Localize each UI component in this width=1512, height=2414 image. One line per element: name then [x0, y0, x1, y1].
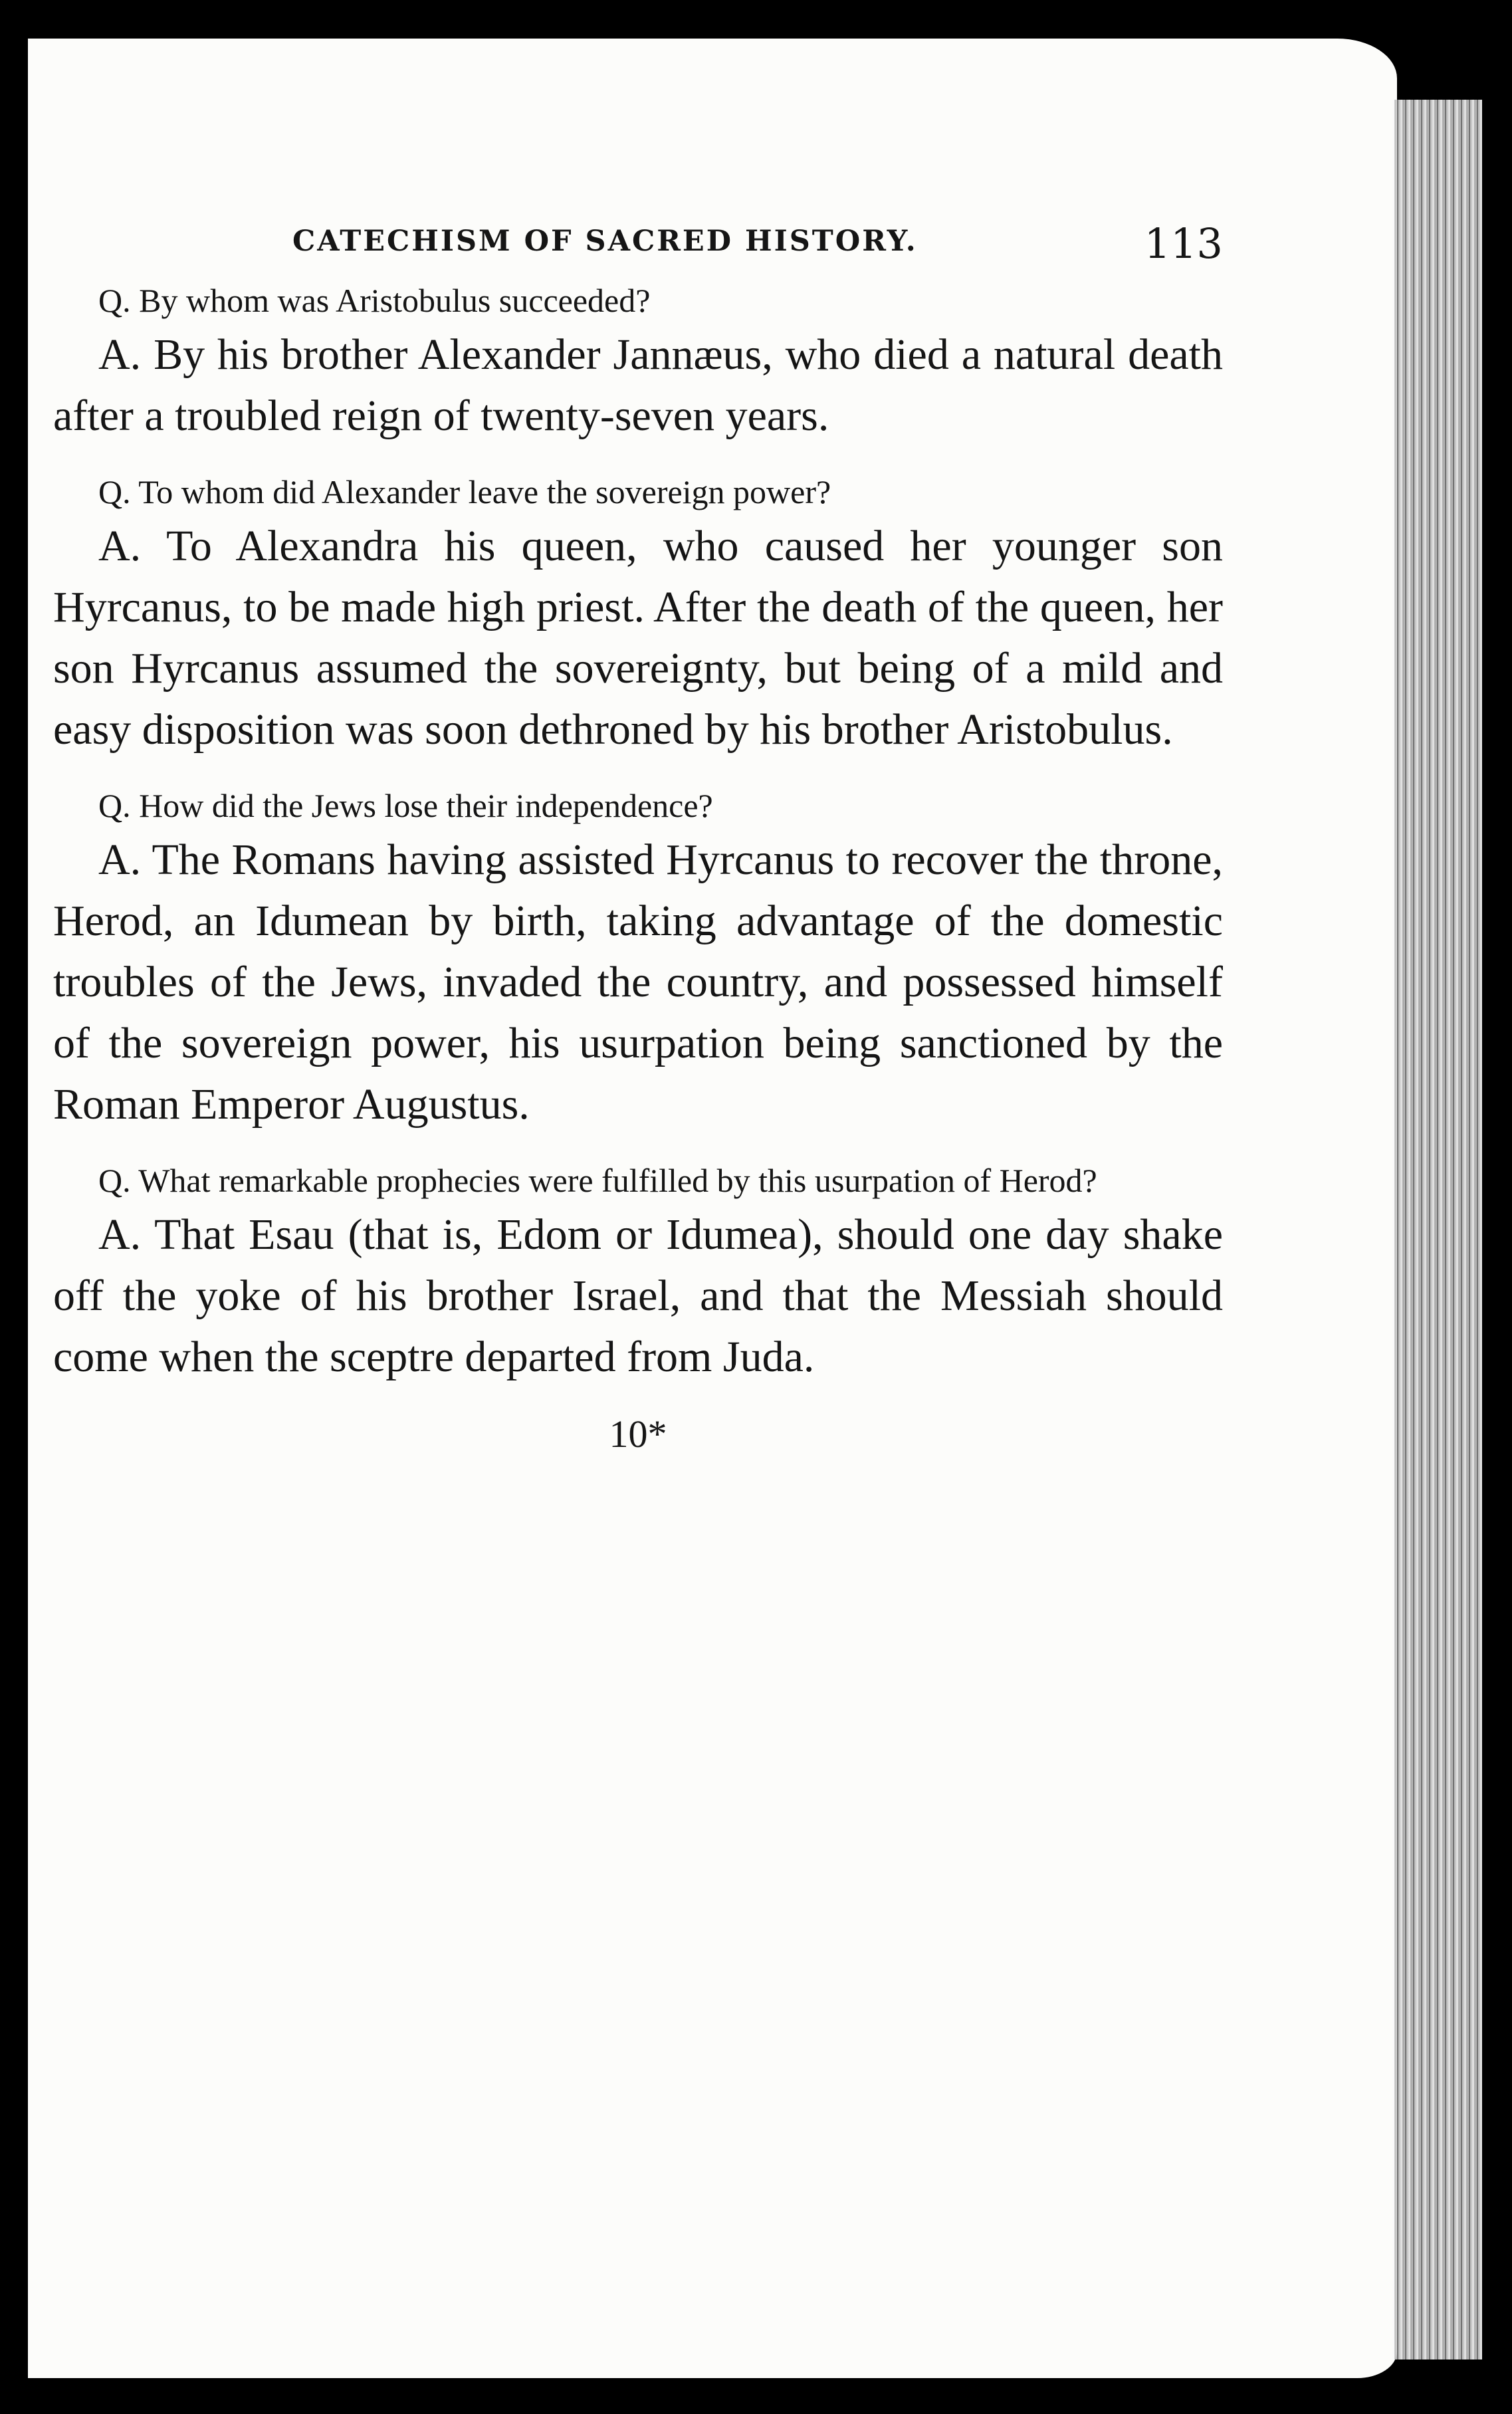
signature-mark: 10*: [609, 1412, 667, 1456]
running-title: CATECHISM OF SACRED HISTORY.: [292, 225, 918, 258]
page-edges: [1392, 100, 1482, 2359]
page-text: [53, 219, 1223, 1456]
qa-block: [53, 471, 1223, 760]
qa-block: [53, 1159, 1223, 1388]
question-text: Q. By whom was Aristobulus succeeded?: [98, 282, 651, 319]
question-text: Q. What remarkable prophecies were fulfilled by this usurpation of Herod?: [98, 1162, 1097, 1199]
page-header: [53, 219, 1223, 279]
qa-block: [53, 279, 1223, 447]
question-text: Q. To whom did Alexander leave the sovereign power?: [98, 473, 831, 510]
answer-text: A. The Romans having assisted Hyrcanus to recover the throne, Herod, an Idumean by birth, taking advantage of the domestic troubles of the Jews, invaded the country, and possessed himself of the sovereign power, his usurpation being sanctioned by the Roman Emperor Augustus.: [53, 835, 1223, 1129]
answer-text: A. That Esau (that is, Edom or Idumea), should one day shake off the yoke of his brother Israel, and that the Messiah should come when the sceptre departed from Juda.: [53, 1210, 1223, 1381]
answer-text: A. By his brother Alexander Jannæus, who died a natural death after a troubled reign of twenty-seven years.: [53, 330, 1223, 440]
page-number: 113: [1144, 219, 1223, 268]
answer-text: A. To Alexandra his queen, who caused her younger son Hyrcanus, to be made high priest. After the death of the queen, her son Hyrcanus assumed the sovereignty, but being of a mild and easy disposition was soon dethroned by his brother Aristobulus.: [53, 522, 1223, 754]
qa-block: [53, 784, 1223, 1135]
question-text: Q. How did the Jews lose their independence?: [98, 787, 713, 824]
